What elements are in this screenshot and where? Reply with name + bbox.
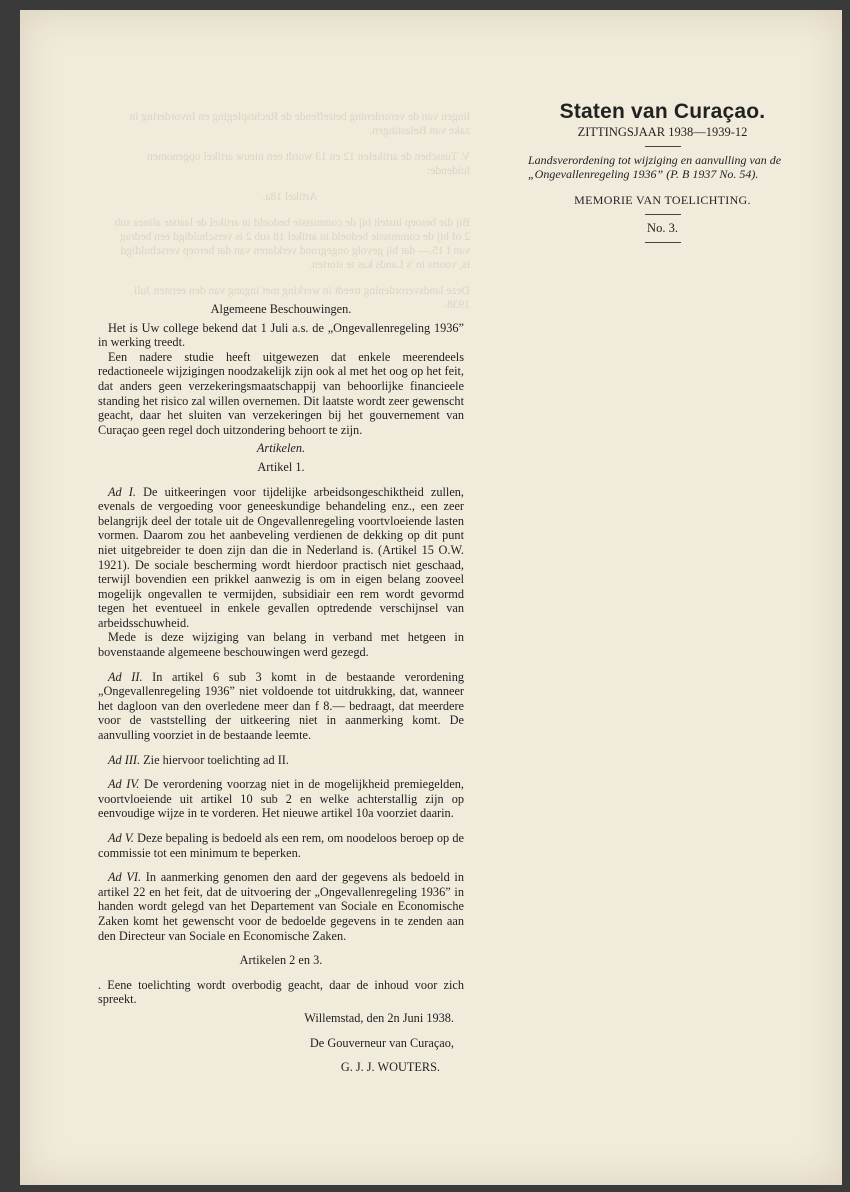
- ad-label: Ad III.: [108, 752, 141, 767]
- session-year: ZITTINGSJAAR 1938—1939-12: [577, 125, 748, 139]
- section-heading: Artikelen.: [256, 441, 306, 456]
- article-heading: Artikel 1.: [257, 459, 305, 474]
- divider: [645, 214, 681, 215]
- bleed-paragraph: V. Tusschen de artikelen 12 en 13 wordt een nieuw artikel opgenomen luidende:: [147, 151, 470, 177]
- bleed-paragraph: Bij die beroep instelt bij de commissie bedoeld in artikel de laatste alinea sub 2 of bij de commissie bedoeld in artikel 18 sub 2 is verschuldigd een bedrag van f 15.— dat bij gevolg ongegrond verklaren van dat beroep verschuldigd is, voorts in 's Lands kas te storten.: [114, 217, 470, 271]
- article-heading: Artikelen 2 en 3.: [239, 953, 323, 968]
- paragraph: Ad III. Zie hiervoor toelichting ad II.: [108, 752, 289, 767]
- memo-title: MEMORIE VAN TOELICHTING.: [574, 193, 751, 207]
- ad-label: Ad II.: [108, 669, 143, 684]
- paragraph: Ad II. In artikel 6 sub 3 komt in de bestaande verordening „Ongevallenregeling 1936” niet voldoende tot uitdrukking, dat, wanneer het dagloon van den overledene meer dan f 8.— bedraagt, dat meerdere voor de vaststelling der uitkeering niet in aanmerking komt. De aanvulling voorziet in de bestaande leemte.: [98, 669, 465, 743]
- bleed-through-text: [110, 110, 470, 324]
- section-heading: Algemeene Beschouwingen.: [210, 302, 352, 316]
- paragraph: Ad IV. De verordening voorzag niet in de mogelijkheid premiegelden, voortvloeiende uit artikel 10 sub 2 en welke achterstallig zijn op eenvoudige wijze in te vorderen. Het nieuwe artikel 10a voorziet daarin.: [98, 777, 464, 821]
- bleed-paragraph: Deze landsverordening treedt in werking met ingang van den eersten Juli 1938.: [134, 285, 470, 311]
- paragraph: Een nadere studie heeft uitgewezen dat enkele meerendeels redactioneele wijzigingen noodzakelijk zijn ook al met het oog op het feit, dat anders geen verzekeringsmaatschappij van behoorlijke financieele standing het risico zal willen overnemen. Dit laatste wordt zeer gewenscht geacht, daar het sluiten van verzekeringen bij het gouvernement van Curaçao geen regel doch uitzondering behoort te zijn.: [98, 349, 464, 437]
- ad-label: Ad V.: [108, 831, 134, 845]
- paragraph: . Eene toelichting wordt overbodig geacht, daar de inhoud voor zich spreekt.: [98, 977, 464, 1007]
- place-date: Willemstad, den 2n Juni 1938.: [304, 1010, 454, 1025]
- paragraph: Ad VI. In aanmerking genomen den aard der gegevens als bedoeld in artikel 22 en het feit, dat de uitvoering der „Ongevallenregeling 1936” in handen wordt gelegd van het Departement van Sociale en Economische Zaken komt het gewenscht voor de bedoelde gegevens in te zenden aan den Directeur van Sociale en Economische Zaken.: [98, 870, 464, 943]
- document-page: [20, 10, 842, 1185]
- document-body: [98, 302, 464, 1075]
- paragraph: Het is Uw college bekend dat 1 Juli a.s. de „Ongevallenregeling 1936” in werking treedt.: [98, 320, 464, 350]
- ad-label: Ad VI.: [108, 870, 142, 885]
- ad-label: Ad IV.: [108, 777, 140, 792]
- divider: [645, 242, 681, 243]
- bleed-paragraph: lingen van de verordening betreffende de Rechtspleging en Invordering in zake van Belastingen.: [129, 111, 470, 137]
- ad-label: Ad I.: [108, 484, 136, 499]
- document-subtitle: Landsverordening tot wijziging en aanvulling van de „Ongevallenregeling 1936” (P. B 1937 No. 54).: [528, 153, 782, 181]
- divider: [645, 146, 681, 147]
- paragraph: Ad V. Deze bepaling is bedoeld als een rem, om noodeloos beroep op de commissie tot een minimum te beperken.: [98, 831, 465, 860]
- signatory-name: G. J. J. WOUTERS.: [340, 1060, 440, 1075]
- paragraph: Ad I. De uitkeeringen voor tijdelijke arbeidsongeschiktheid zullen, evenals de vergoeding voor geneeskundige behandeling enz., een zeer belangrijk deel der totale uit de Ongevallenregeling voortvloeiende lasten vormen. Daarom zou het aanbeveling verdienen de dekking op dit punt niet uitgebreider te doen zijn dan die in Nederland is. (Artikel 15 O.W. 1921). De sociale bescherming wordt hierdoor practisch niet geschaad, terwijl bovendien een prikkel aanwezig is om in eigen belang zooveel mogelijk ongevallen te vermijden, subsidiair een rem wordt gevormd tegen het eventueel in enkele gevallen optredende verschijnsel van arbeidsschuwheid.: [98, 484, 465, 630]
- document-title: Staten van Curaçao.: [559, 100, 766, 123]
- bleed-paragraph: Artikel 18a.: [262, 191, 318, 203]
- signatory-title: De Gouverneur van Curaçao,: [309, 1035, 454, 1050]
- document-number: No. 3.: [647, 221, 678, 235]
- paragraph: Mede is deze wijziging van belang in verband met hetgeen in bovenstaande algemeene beschouwingen werd gezegd.: [98, 630, 464, 660]
- document-header: [520, 100, 805, 249]
